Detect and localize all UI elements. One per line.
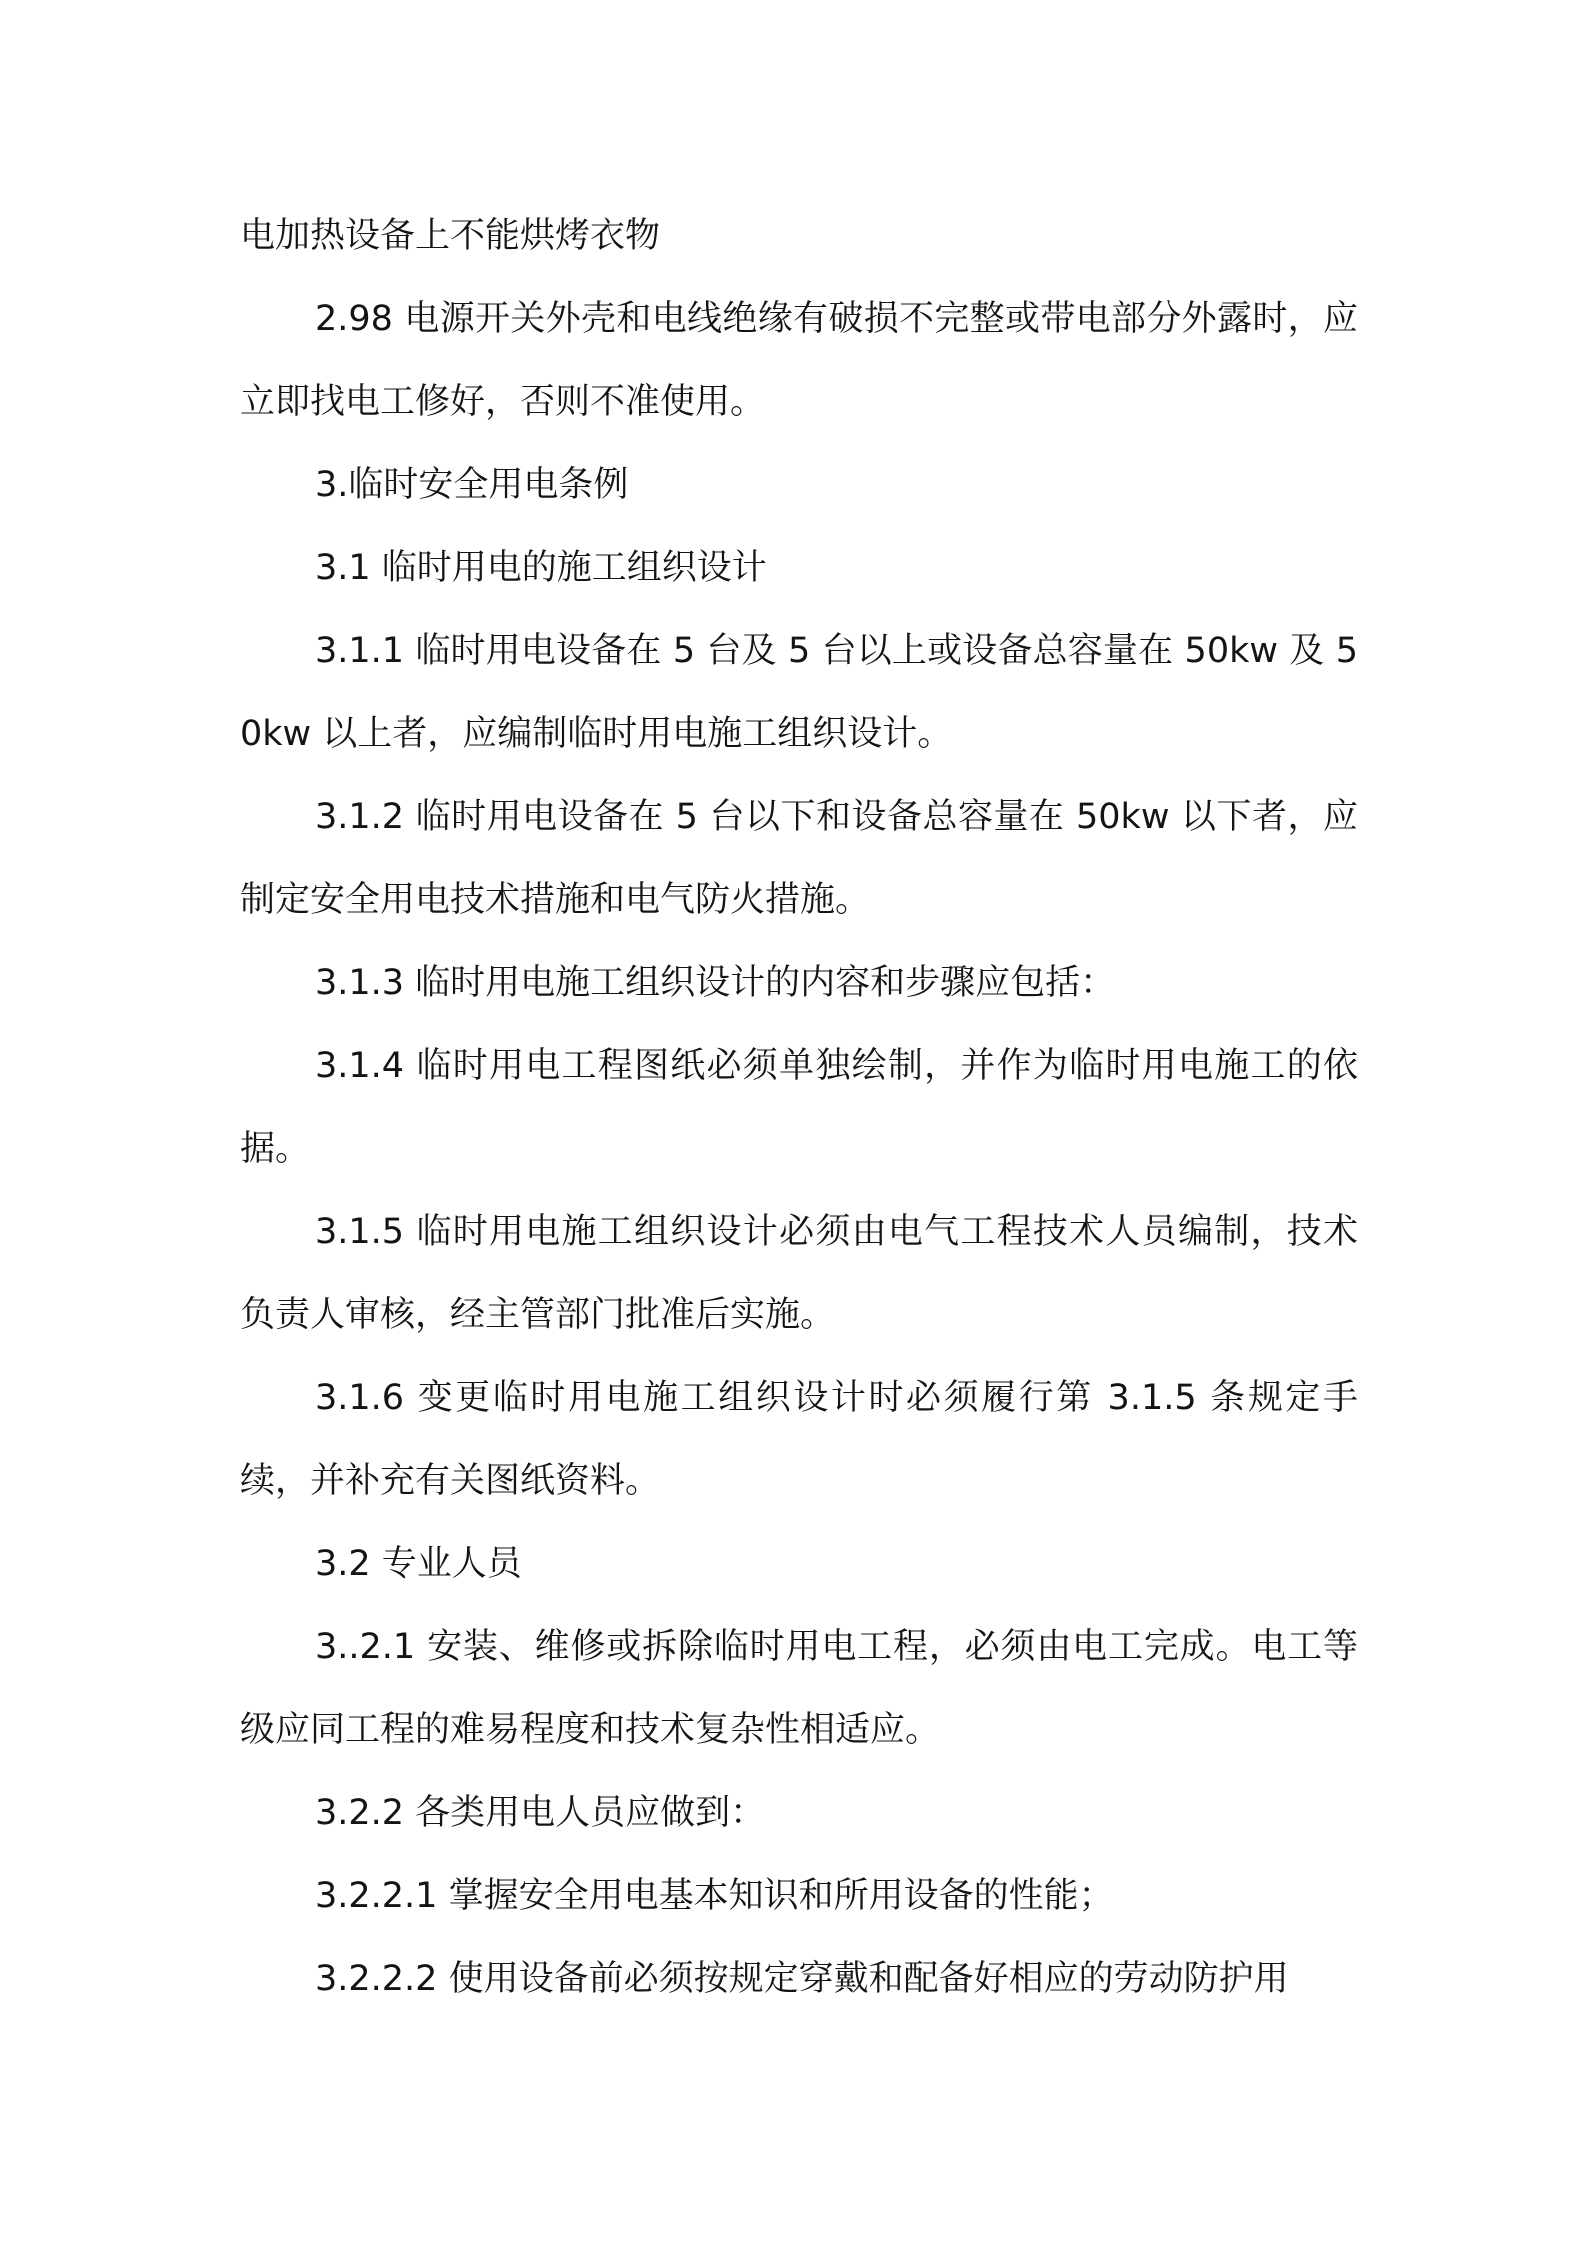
paragraph-10: 3.2 专业人员 <box>315 1544 522 1584</box>
paragraph-13: 3.2.2.1 掌握安全用电基本知识和所用设备的性能； <box>315 1876 1114 1916</box>
document-body <box>240 195 1358 2021</box>
paragraph-14: 3.2.2.2 使用设备前必须按规定穿戴和配备好相应的劳动防护用 <box>315 1959 1289 1999</box>
paragraph-4: 3.1.1 临时用电设备在 5 台及 5 台以上或设备总容量在 50kw 及 50kw 以上者，应编制临时用电施工组织设计。 <box>240 631 1358 754</box>
paragraph-5: 3.1.2 临时用电设备在 5 台以下和设备总容量在 50kw 以下者，应制定安全用电技术措施和电气防火措施。 <box>240 797 1358 920</box>
paragraph-0: 电加热设备上不能烘烤衣物 <box>240 216 661 256</box>
paragraph-8: 3.1.5 临时用电施工组织设计必须由电气工程技术人员编制，技术负责人审核，经主管部门批准后实施。 <box>240 1212 1358 1335</box>
paragraph-7: 3.1.4 临时用电工程图纸必须单独绘制，并作为临时用电施工的依据。 <box>240 1046 1358 1169</box>
paragraph-9: 3.1.6 变更临时用电施工组织设计时必须履行第 3.1.5 条规定手续，并补充有关图纸资料。 <box>240 1378 1358 1501</box>
paragraph-3: 3.1 临时用电的施工组织设计 <box>315 548 767 588</box>
paragraph-1: 2.98 电源开关外壳和电线绝缘有破损不完整或带电部分外露时，应立即找电工修好，否则不准使用。 <box>240 299 1358 422</box>
paragraph-2: 3.临时安全用电条例 <box>315 465 629 505</box>
paragraph-11: 3..2.1 安装、维修或拆除临时用电工程，必须由电工完成。电工等级应同工程的难易程度和技术复杂性相适应。 <box>240 1627 1358 1750</box>
paragraph-6: 3.1.3 临时用电施工组织设计的内容和步骤应包括： <box>315 963 1116 1003</box>
paragraph-12: 3.2.2 各类用电人员应做到： <box>315 1793 766 1833</box>
